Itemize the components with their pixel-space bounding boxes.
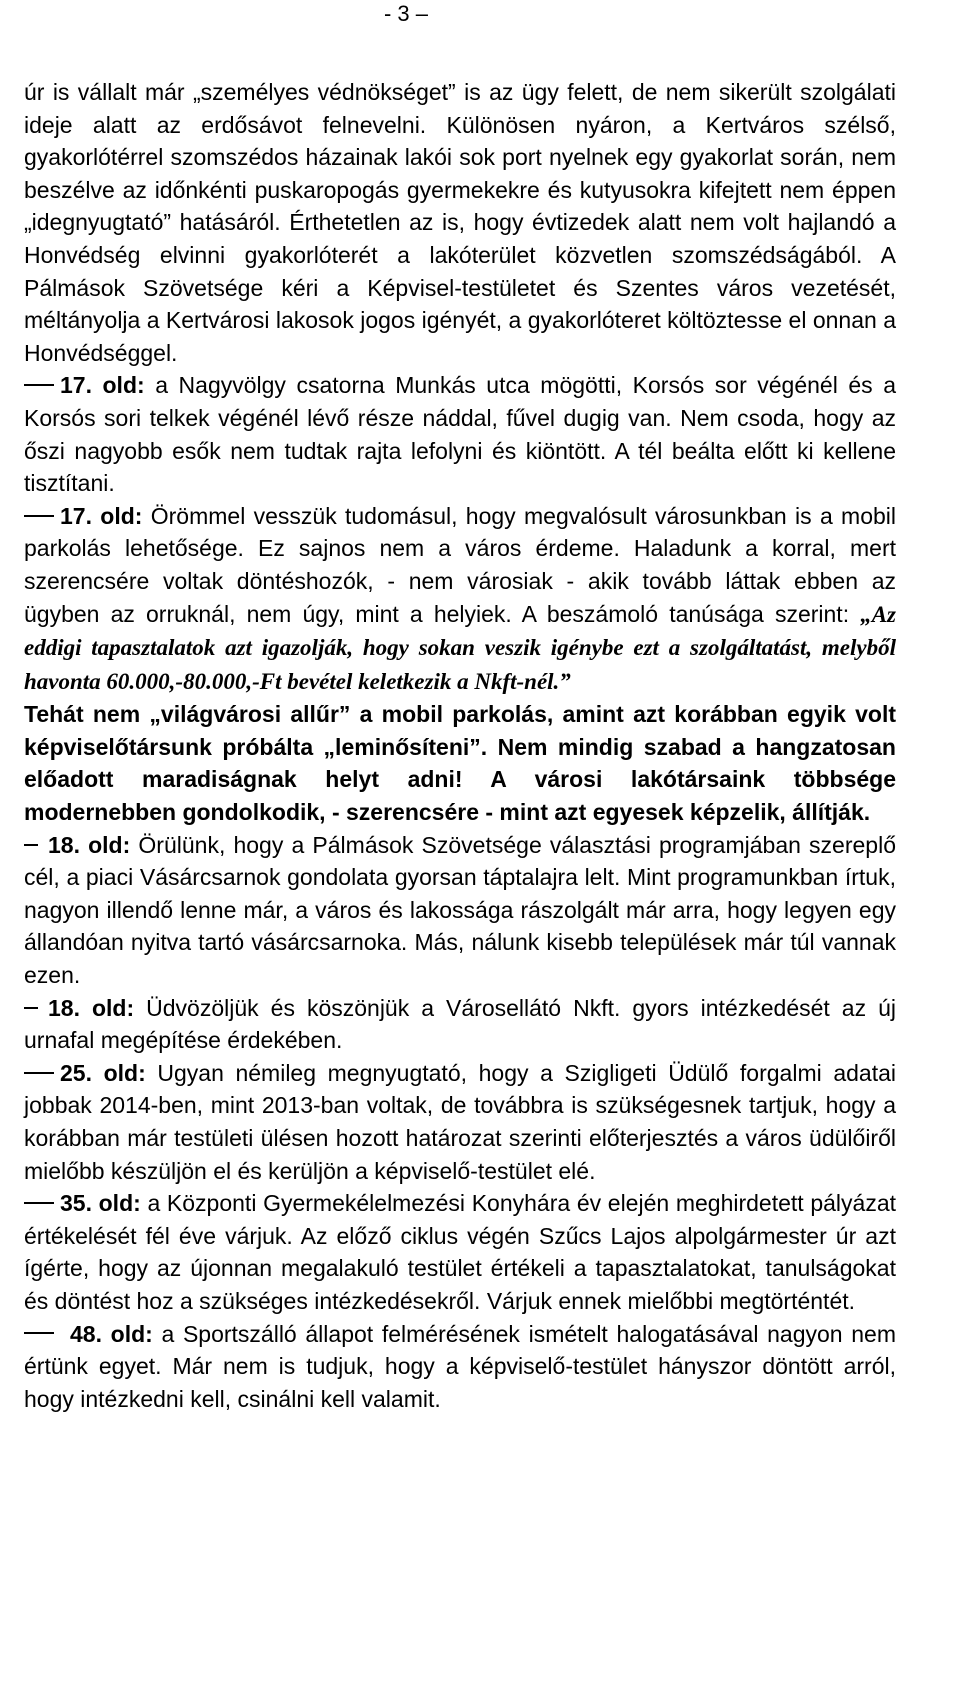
page-reference: 18. old:	[48, 994, 135, 1021]
dash-bullet	[24, 515, 54, 517]
report-quote: „Az eddigi tapasztalatok azt igazolják, hogy sokan veszik igénybe ezt a szolgáltatást, melyből havonta 60.000,-80.000,-Ft bevétel keletkezik a Nkft-nél.”	[24, 601, 896, 694]
paragraph-mobil-parkolas: 17. old: Örömmel vesszük tudomásul, hogy megvalósult városunkban is a mobil parkolás lehetősége. Ez sajnos nem a város érdeme. Haladunk a korral, mert szerencsére voltak döntéshozók, - nem városiak - akik tovább láttak ebben az ügyben az orruknál, nem úgy, mint a helyiek. A beszámoló tanúsága szerint: „Az eddigi tapasztalatok azt igazolják, hogy sokan veszik igénybe ezt a szolgáltatást, melyből havonta 60.000,-80.000,-Ft bevétel keletkezik a Nkft-nél.”	[24, 502, 897, 694]
paragraph-nagyvolgy: 17. old: a Nagyvölgy csatorna Munkás utca mögötti, Korsós sor végénél és a Korsós sori telkek végénél lévő része náddal, fűvel dugig van. Nem csoda, hogy az őszi nagyobb esők nem tudtak rajta lefolyni és kiöntött. A tél beálta előtt ki kellene tisztítani.	[24, 372, 896, 497]
paragraph-sportszallo: 48. old: a Sportszálló állapot felmérésének ismételt halogatásával nagyon nem értünk egyet. Már nem is tudjuk, hogy a képviselő-testület hányszor döntött arról, hogy intézkedni kell, csinálni kell valamit.	[24, 1320, 896, 1412]
page-reference: 25. old:	[60, 1059, 146, 1086]
page-reference: 48. old:	[70, 1320, 153, 1347]
dash-bullet	[24, 1332, 54, 1334]
paragraph-vasarcsarnok: 18. old: Örülünk, hogy a Pálmások Szövetsége választási programjában szereplő cél, a piaci Vásárcsarnok gondolata gyorsan táptalajra lelt. Mint programunkban írtuk, nagyon illendő lenne már, a város és lakossága rászolgált már arra, hogy legyen egy állandóan nyitva tartó vásárcsarnoka. Más, nálunk kisebb települések már túl vannak ezen.	[24, 831, 896, 989]
page-reference: 18. old:	[48, 831, 131, 858]
paragraph-urnafal: 18. old: Üdvözöljük és köszönjük a Városellátó Nkft. gyors intézkedését az új urnafal megépítése érdekében.	[24, 994, 896, 1054]
page-reference: 17. old:	[60, 372, 145, 399]
paragraph-szigligeti: 25. old: Ugyan némileg megnyugtató, hogy a Szigligeti Üdülő forgalmi adatai jobbak 2014-ben, mint 2013-ban voltak, de továbbra is szükségesnek tartjuk, hogy a korábban már testületi ülésen hozott határozat szerinti előterjesztés a város üdülőiről mielőbb készüljön el és kerüljön a képviselő-testület elé.	[24, 1059, 897, 1184]
document-body	[24, 76, 896, 1415]
paragraph-konyha: 35. old: a Központi Gyermekélelmezési Konyhára év elején meghirdetett pályázat értékelését fél éve várjuk. Az előző ciklus végén Szűcs Lajos alpolgármester úr azt ígérte, hogy az újonnan megalakuló testület értékeli a tapasztalatokat, tanulságokat és döntést hoz a szükséges intézkedésekről. Várjuk ennek mielőbbi megtörténtét.	[24, 1190, 897, 1314]
dash-bullet	[24, 844, 38, 846]
paragraph-mobil-parkolas-bold: Tehát nem „világvárosi allűr” a mobil parkolás, amint azt korábban egyik volt képviselőtársunk próbálta „leminősíteni”. Nem mindig szabad a hangzatosan előadott maradiságnak helyt adni! A városi lakótársaink többsége modernebben gondolkodik, - szerencsére - mint azt egyesek képzelik, állítják.	[24, 701, 896, 826]
page-number: - 3 –	[383, 1, 428, 26]
dash-bullet	[24, 1202, 54, 1204]
dash-bullet	[24, 1007, 38, 1009]
page-reference: 17. old:	[60, 502, 143, 529]
dash-bullet	[24, 1072, 54, 1074]
page-reference: 35. old:	[60, 1190, 141, 1217]
dash-bullet	[24, 384, 54, 386]
paragraph-gyakorloter: úr is vállalt már „személyes védnökséget” is az ügy felett, de nem sikerült szolgálati ideje alatt az erdősávot felnevelni. Különösen nyáron, a Kertváros szélső, gyakorlótérrel szomszédos házainak lakói sok port nyelnek egy gyakorlat során, nem beszélve az időnkénti puskaropogás gyermekekre és kutyusokra kifejtett nem éppen „idegnyugtató” hatásáról. Érthetetlen az is, hogy évtizedek alatt nem volt hajlandó a Honvédség elvinni gyakorlóterét a lakóterület közvetlen szomszédságából. A Pálmások Szövetsége kéri a Képvisel-testületet és Szentes város vezetését, méltányolja a Kertvárosi lakosok jogos igényét, a gyakorlóteret költöztesse el onnan a Honvédséggel.	[24, 79, 896, 366]
